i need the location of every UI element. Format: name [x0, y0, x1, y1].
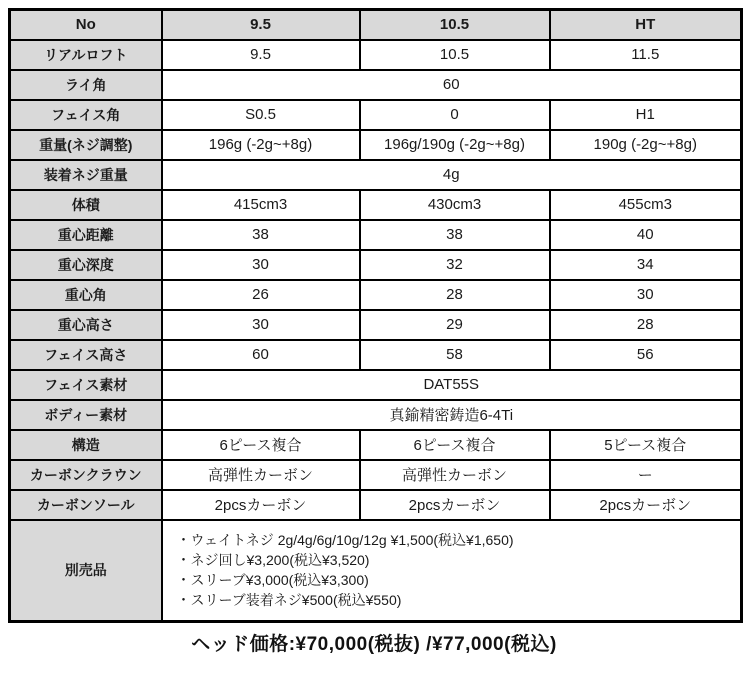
- value-cell: S0.5: [162, 100, 360, 130]
- value-cell: 40: [550, 220, 742, 250]
- spec-table: [8, 8, 743, 623]
- accessory-line: ・スリーブ装着ネジ¥500(税込¥550): [176, 592, 402, 609]
- value-cell: 56: [550, 340, 742, 370]
- row-label: ライ角: [10, 70, 162, 100]
- row-label: 別売品: [10, 520, 162, 622]
- header-col-9-5: 9.5: [162, 10, 360, 40]
- value-cell: 2pcsカーボン: [162, 490, 360, 520]
- row-label: フェイス高さ: [10, 340, 162, 370]
- table-row: [10, 340, 742, 370]
- accessory-line: ・ネジ回し¥3,200(税込¥3,520): [176, 552, 370, 569]
- row-label: フェイス角: [10, 100, 162, 130]
- value-cell: 430cm3: [360, 190, 550, 220]
- row-label: フェイス素材: [10, 370, 162, 400]
- value-cell-span: 真鍮精密鋳造6-4Ti: [162, 400, 742, 430]
- value-cell: 0: [360, 100, 550, 130]
- table-row: [10, 430, 742, 460]
- value-cell: 58: [360, 340, 550, 370]
- table-row: [10, 370, 742, 400]
- table-row: [10, 100, 742, 130]
- value-cell-span: DAT55S: [162, 370, 742, 400]
- accessories-cell: [162, 520, 742, 622]
- value-cell: 30: [162, 250, 360, 280]
- value-cell: 34: [550, 250, 742, 280]
- value-cell: 38: [360, 220, 550, 250]
- value-cell: 2pcsカーボン: [360, 490, 550, 520]
- spec-table-header: [10, 10, 742, 40]
- row-label: 構造: [10, 430, 162, 460]
- value-cell: 28: [550, 310, 742, 340]
- value-cell: 190g (-2g~+8g): [550, 130, 742, 160]
- value-cell-span: 4g: [162, 160, 742, 190]
- row-label: ボディー素材: [10, 400, 162, 430]
- head-price-line: ヘッド価格:¥70,000(税抜) /¥77,000(税込): [191, 634, 557, 655]
- value-cell: 196g (-2g~+8g): [162, 130, 360, 160]
- row-label: 重心角: [10, 280, 162, 310]
- value-cell: H1: [550, 100, 742, 130]
- value-cell: 6ピース複合: [360, 430, 550, 460]
- header-col-10-5: 10.5: [360, 10, 550, 40]
- value-cell: 30: [550, 280, 742, 310]
- row-label: カーボンソール: [10, 490, 162, 520]
- value-cell: 26: [162, 280, 360, 310]
- table-row: [10, 220, 742, 250]
- table-row: [10, 490, 742, 520]
- header-row: [10, 10, 742, 40]
- value-cell: 28: [360, 280, 550, 310]
- table-row: [10, 520, 742, 622]
- value-cell: 455cm3: [550, 190, 742, 220]
- table-row: [10, 460, 742, 490]
- value-cell: 10.5: [360, 40, 550, 70]
- row-label: カーボンクラウン: [10, 460, 162, 490]
- table-row: [10, 400, 742, 430]
- value-cell: 6ピース複合: [162, 430, 360, 460]
- value-cell: ー: [550, 460, 742, 490]
- row-label: リアルロフト: [10, 40, 162, 70]
- value-cell: 29: [360, 310, 550, 340]
- header-col-ht: HT: [550, 10, 742, 40]
- row-label: 重量(ネジ調整): [10, 130, 162, 160]
- value-cell: 32: [360, 250, 550, 280]
- row-label: 装着ネジ重量: [10, 160, 162, 190]
- row-label: 重心深度: [10, 250, 162, 280]
- table-row: [10, 70, 742, 100]
- value-cell: 2pcsカーボン: [550, 490, 742, 520]
- spec-table-body: [10, 40, 742, 622]
- value-cell: 11.5: [550, 40, 742, 70]
- accessory-line: ・スリーブ¥3,000(税込¥3,300): [176, 572, 369, 589]
- accessory-line: ・ウェイトネジ 2g/4g/6g/10g/12g ¥1,500(税込¥1,650): [176, 532, 514, 549]
- value-cell: 60: [162, 340, 360, 370]
- table-row: [10, 130, 742, 160]
- value-cell: 9.5: [162, 40, 360, 70]
- row-label: 重心高さ: [10, 310, 162, 340]
- table-row: [10, 40, 742, 70]
- row-label: 体積: [10, 190, 162, 220]
- table-row: [10, 250, 742, 280]
- value-cell: 高弾性カーボン: [360, 460, 550, 490]
- value-cell: 30: [162, 310, 360, 340]
- table-row: [10, 280, 742, 310]
- value-cell: 高弾性カーボン: [162, 460, 360, 490]
- value-cell: 196g/190g (-2g~+8g): [360, 130, 550, 160]
- table-row: [10, 160, 742, 190]
- header-no-cell: No: [10, 10, 162, 40]
- value-cell: 415cm3: [162, 190, 360, 220]
- table-row: [10, 190, 742, 220]
- value-cell: 38: [162, 220, 360, 250]
- value-cell-span: 60: [162, 70, 742, 100]
- table-row: [10, 310, 742, 340]
- row-label: 重心距離: [10, 220, 162, 250]
- value-cell: 5ピース複合: [550, 430, 742, 460]
